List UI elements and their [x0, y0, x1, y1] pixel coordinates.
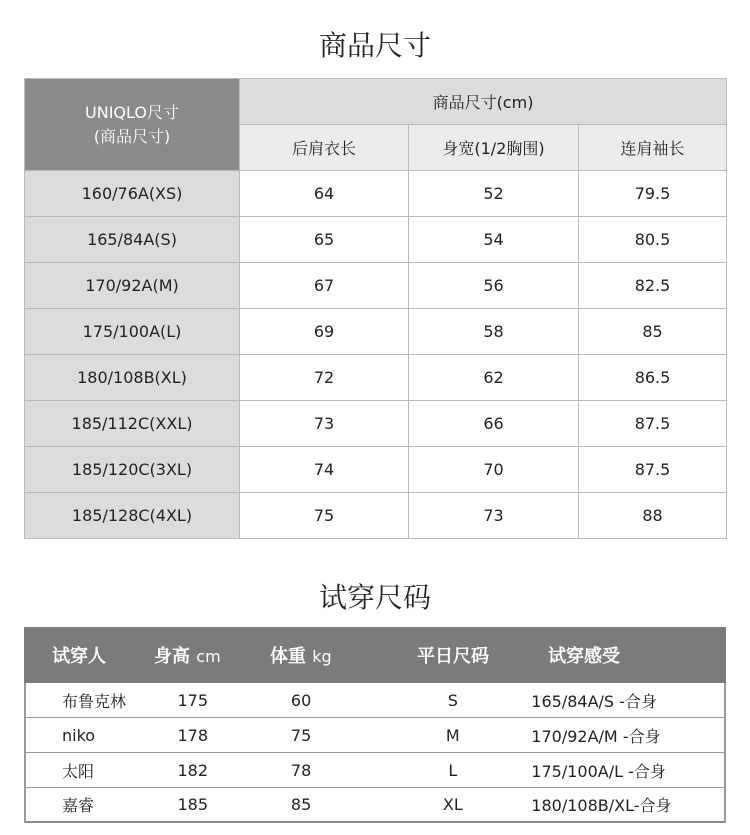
corner-line1: UNIQLO尺寸	[85, 102, 179, 122]
try-cell-person: 太阳	[62, 761, 95, 781]
try-cell-size: S	[447, 690, 458, 710]
size-row	[25, 263, 727, 309]
size-cell: 52	[409, 171, 579, 217]
header-person: 试穿人	[52, 646, 106, 667]
size-label: 185/128C(4XL)	[25, 493, 240, 539]
size-row	[25, 309, 727, 355]
try-cell-weight: 85	[290, 795, 312, 814]
size-cell: 87.5	[579, 447, 727, 493]
size-cell: 64	[240, 171, 409, 217]
size-label: 180/108B(XL)	[25, 355, 240, 401]
size-cell: 87.5	[579, 401, 727, 447]
size-cell: 79.5	[579, 171, 727, 217]
size-header-corner	[25, 79, 240, 171]
size-row	[25, 493, 727, 539]
size-label: 185/120C(3XL)	[25, 447, 240, 493]
try-body	[24, 683, 726, 823]
try-cell-feel: 175/100A/L -合身	[531, 761, 666, 781]
try-cell-size: L	[448, 760, 458, 780]
size-cell: 74	[240, 447, 409, 493]
size-label: 175/100A(L)	[25, 309, 240, 355]
size-cell: 62	[409, 355, 579, 401]
size-label: 185/112C(XXL)	[25, 401, 240, 447]
try-header-row	[24, 627, 726, 683]
size-cell: 80.5	[579, 217, 727, 263]
try-cell-weight: 60	[290, 690, 312, 710]
size-cell: 86.5	[579, 355, 727, 401]
try-cell-feel: 180/108B/XL-合身	[531, 796, 672, 815]
size-cell: 72	[240, 355, 409, 401]
size-row	[25, 217, 727, 263]
size-row	[25, 447, 727, 493]
header-size: 平日尺码	[417, 646, 489, 667]
size-cell: 73	[240, 401, 409, 447]
size-label: 165/84A(S)	[25, 217, 240, 263]
try-on-table	[24, 627, 726, 823]
size-cell: 75	[240, 493, 409, 539]
try-row	[26, 788, 724, 823]
size-cell: 82.5	[579, 263, 727, 309]
header-feel: 试穿感受	[548, 646, 620, 667]
try-row	[26, 718, 724, 753]
header-weight: 体重 kg	[270, 646, 332, 667]
try-cell-weight: 75	[290, 725, 312, 745]
try-cell-person: 嘉睿	[62, 796, 95, 815]
size-row	[25, 355, 727, 401]
try-cell-weight: 78	[290, 760, 312, 780]
column-header: 后肩衣长	[240, 125, 409, 171]
size-cell: 85	[579, 309, 727, 355]
size-cell: 73	[409, 493, 579, 539]
size-cell: 88	[579, 493, 727, 539]
try-row	[26, 683, 724, 718]
try-cell-feel: 165/84A/S -合身	[531, 691, 657, 711]
try-section-title: 试穿尺码	[318, 581, 431, 614]
try-cell-height: 178	[177, 725, 208, 745]
try-cell-feel: 170/92A/M -合身	[531, 726, 661, 746]
size-cell: 66	[409, 401, 579, 447]
try-cell-height: 182	[177, 760, 208, 780]
column-header: 身宽(1/2胸围)	[409, 125, 579, 171]
try-row	[26, 753, 724, 788]
header-height: 身高 cm	[154, 646, 221, 667]
size-table	[24, 78, 727, 539]
try-cell-size: M	[445, 725, 460, 745]
try-cell-person: 布鲁克林	[62, 691, 127, 711]
corner-line2: (商品尺寸)	[93, 126, 171, 146]
size-cell: 56	[409, 263, 579, 309]
try-cell-person: niko	[62, 725, 96, 745]
size-cell: 70	[409, 447, 579, 493]
size-cell: 67	[240, 263, 409, 309]
try-cell-height: 175	[177, 690, 208, 710]
group-header: 商品尺寸(cm)	[240, 79, 727, 125]
size-cell: 58	[409, 309, 579, 355]
size-row	[25, 401, 727, 447]
size-cell: 54	[409, 217, 579, 263]
size-label: 170/92A(M)	[25, 263, 240, 309]
size-label: 160/76A(XS)	[25, 171, 240, 217]
size-cell: 65	[240, 217, 409, 263]
size-row	[25, 171, 727, 217]
try-cell-size: XL	[442, 795, 463, 814]
try-cell-height: 185	[177, 795, 208, 814]
column-header: 连肩袖长	[579, 125, 727, 171]
size-cell: 69	[240, 309, 409, 355]
size-section-title: 商品尺寸	[318, 29, 431, 62]
